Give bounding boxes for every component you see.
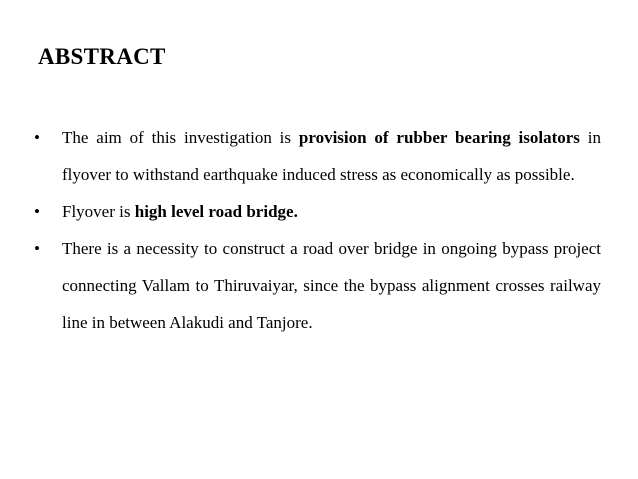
text-segment: in flyover to withstand earthquake induced stress as economically as possible. [62,128,601,184]
bullet-text [62,239,601,332]
bullet-item [34,193,601,230]
bullet-list [34,119,601,341]
bullet-text [62,128,601,184]
bullet-item [34,119,601,193]
text-segment: Flyover is [62,202,135,221]
text-segment: The aim of this investigation is [62,128,299,147]
bullet-item [34,230,601,341]
bullet-dot: • [34,128,40,147]
slide-title: ABSTRACT [38,44,166,69]
bold-text-segment: high level road bridge. [134,202,298,221]
bullet-dot: • [34,239,40,258]
bold-text-segment: provision of rubber bearing isolators [298,128,580,147]
bullet-dot: • [34,202,40,221]
bullet-text [62,202,298,221]
text-segment: There is a necessity to construct a road over bridge in ongoing bypass project connecting Vallam to Thiruvaiyar, since the bypass alignment crosses railway line in between Alakudi and Tanjore. [62,239,601,332]
